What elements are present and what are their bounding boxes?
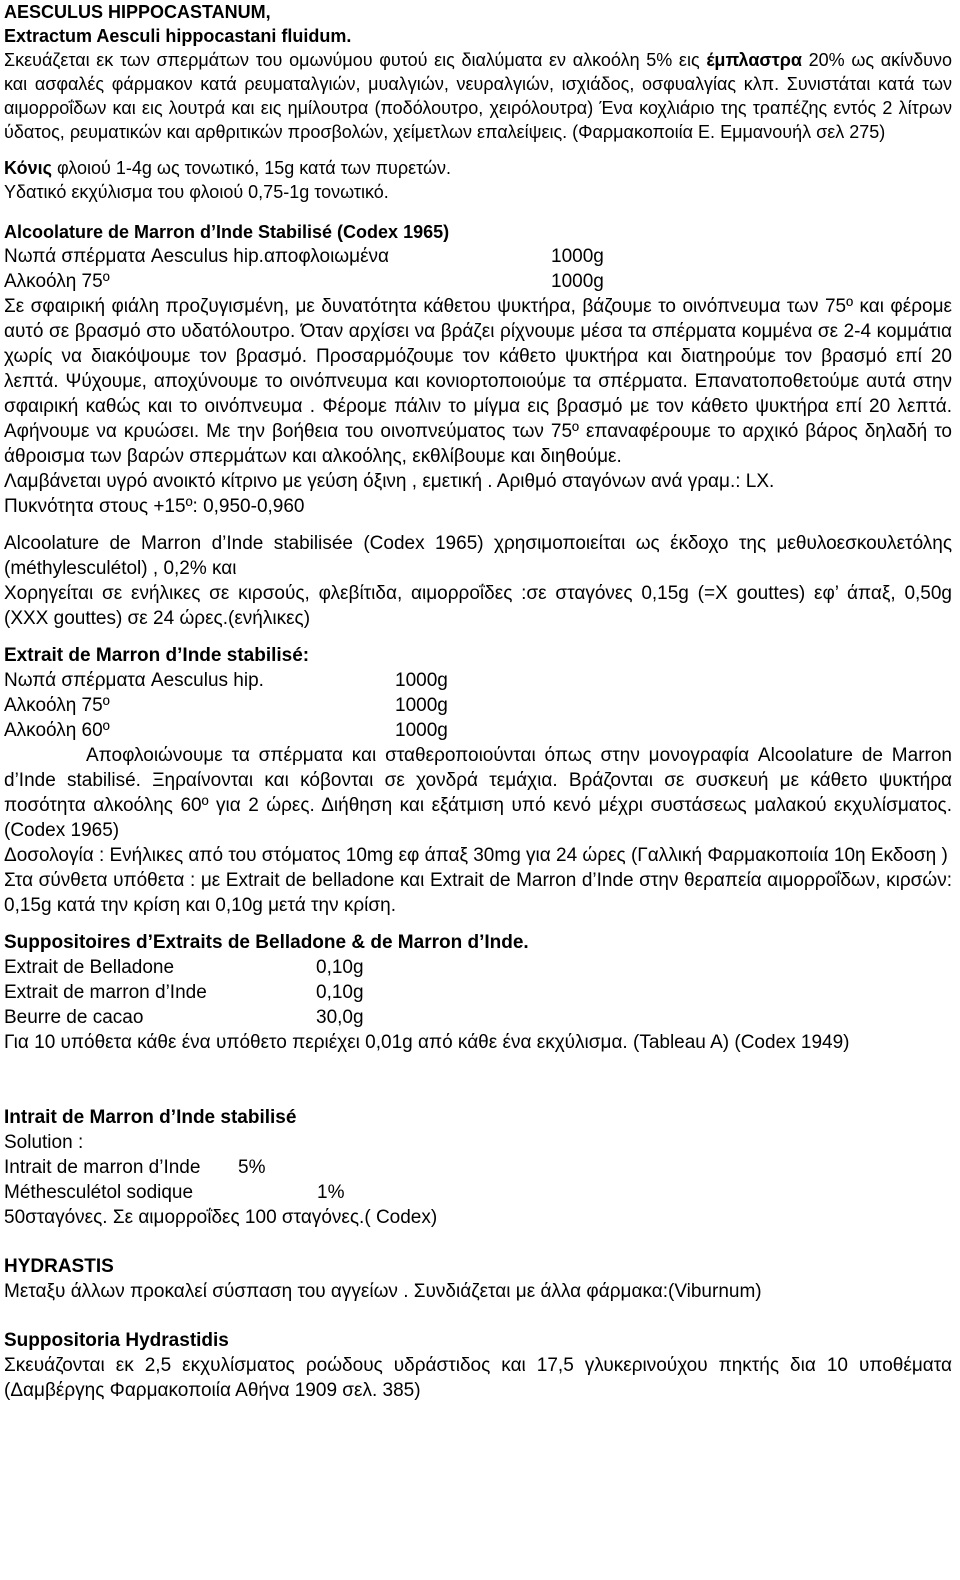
ingredient-qty: 30,0g (316, 1007, 364, 1028)
ingredient-row (4, 269, 952, 294)
ingredient-row (4, 1005, 952, 1030)
suppositoria-text: Σκευάζονται εκ 2,5 εκχυλίσματος ροώδους υδράστιδος και 17,5 γλυκερινούχου πηκτής δια 10 υποθέματα (Δαμβέργης Φαρμακοποιία Αθήνα 1909 σελ. 385) (4, 1355, 952, 1401)
ingredient-qty: 1000g (395, 720, 448, 741)
ingredient-name: Intrait de marron d’Inde (4, 1157, 201, 1178)
alcoolature-dosage: Χορηγείται σε ενήλικες σε κιρσούς, φλεβίτιδα, αιμορροΐδες :σε σταγόνες 0,15g (=X gouttes) εφ’ άπαξ, 0,50g (XXX gouttes) σε 24 ώρες.(ενήλικες) (4, 583, 952, 629)
ingredient-qty: 0,10g (316, 982, 364, 1003)
ingredient-row (4, 244, 952, 269)
alcoolature-result: Λαμβάνεται υγρό ανοικτό κίτρινο με γεύση όξινη , εμετική . Αριθμό σταγόνων ανά γραμ.: LX. (4, 471, 775, 492)
ingredient-name: Αλκοόλη 75º (4, 271, 110, 292)
aesculus-intro (4, 48, 952, 144)
aesculus-subtitle: Extractum Aesculi hippocastani fluidum. (4, 26, 352, 46)
suppositoires-heading: Suppositoires d’Extraits de Belladone & de Marron d’Inde. (4, 932, 529, 953)
alcoolature-heading: Alcoolature de Marron d’Inde Stabilisé (Codex 1965) (4, 222, 450, 242)
extrait-dosage: Δοσολογία : Ενήλικες από του στόματος 10mg εφ άπαξ 30mg για 24 ώρες (Γαλλική Φαρμακοποιία 10η Εκδοση ) (4, 845, 948, 866)
ingredient-qty: 1000g (395, 670, 448, 691)
suppositoria-heading: Suppositoria Hydrastidis (4, 1330, 229, 1351)
aesculus-section (4, 0, 952, 244)
ingredient-qty: 1000g (551, 246, 604, 267)
intrait-solution-label: Solution : (4, 1132, 84, 1153)
alcoolature-usage: Alcoolature de Marron d’Inde stabilisée (Codex 1965) χρησιμοποιείται ως έκδοχο της μεθυλοεσκουλετόλης (méthylesculétol) , 0,2% και (4, 533, 952, 579)
aesculus-intro-bold: έμπλαστρα (706, 50, 802, 70)
intrait-heading: Intrait de Marron d’Inde stabilisé (4, 1107, 297, 1128)
aesculus-title: AESCULUS HIPPOCASTANUM, (4, 2, 271, 22)
ingredient-row (4, 718, 952, 743)
extrait-synthesis: Στα σύνθετα υπόθετα : με Extrait de belladone και Extrait de Marron d’Inde στην θεραπεία αιμορροΐδων, κιρσών: 0,15g κατά την κρίση και 0,10g μετά την κρίση. (4, 870, 952, 916)
document-page (4, 0, 952, 1403)
ingredient-qty: 0,10g (316, 957, 364, 978)
extrait-heading: Extrait de Marron d’Inde stabilisé: (4, 645, 310, 666)
konis-line (4, 156, 952, 180)
ingredient-qty: 1000g (551, 271, 604, 292)
ingredient-name: Αλκοόλη 60º (4, 720, 110, 741)
intrait-dose: 50σταγόνες. Σε αιμορροΐδες 100 σταγόνες.( Codex) (4, 1207, 438, 1228)
alcoolature-section (4, 244, 952, 1403)
ingredient-qty: 5% (238, 1157, 266, 1178)
konis-label: Κόνις (4, 158, 52, 178)
ingredient-row (4, 955, 952, 980)
ingredient-row (4, 693, 952, 718)
hydrastis-text: Μεταξυ άλλων προκαλεί σύσπαση του αγγείων . Συνδιάζεται με άλλα φάρμακα:(Viburnum) (4, 1281, 762, 1302)
hydrastis-heading: HYDRASTIS (4, 1256, 114, 1277)
extrait-procedure: Αποφλοιώνουμε τα σπέρματα και σταθεροποιούνται όπως στην μονογραφία Alcoolature de Marron d’Inde stabilisé. Ξηραίνονται και κόβονται σε χονδρά τεμάχια. Βράζονται σε συσκευή με κάθετο ψυκτήρα ποσότητα αλκοόλης 60º για 2 ώρες. Διήθηση και εξάτμιση υπό κενό μέχρι συστάσεως μαλακού εκχυλίσματος. (Codex 1965) (4, 745, 952, 841)
ingredient-name: Extrait de marron d’Inde (4, 982, 207, 1003)
ingredient-name: Νωπά σπέρματα Aesculus hip. (4, 670, 264, 691)
ingredient-name: Beurre de cacao (4, 1007, 144, 1028)
alcoolature-procedure: Σε σφαιρική φιάλη προζυγισμένη, με δυνατότητα κάθετου ψυκτήρα, βάζουμε το οινόπνευμα των 75º και φέρομε αυτό σε βρασμό στο υδατόλουτρο. Όταν αρχίσει να βράζει ρίχνουμε μέσα τα σπέρματα κομμένα σε 2-4 κομμάτια χωρίς να διακόψουμε τον βρασμό. Προσαρμόζουμε τον κάθετο ψυκτήρα και διατηρούμε τον βρασμό επί 20 λεπτά. Ψύχουμε, αποχύνουμε το οινόπνευμα και κονιορτοποιούμε τα σπέρματα. Επανατοποθετούμε αυτά στην σφαιρική καθώς και το οινόπνευμα . Φέρομε πάλιν το μίγμα εις βρασμό με τον κάθετο ψυκτήρα επί 20 λεπτά. Αφήνουμε να κρυώσει. Με την βοήθεια του οινοπνεύματος των 75º επαναφέρουμε το αρχικό βάρος δηλαδή το άθροισμα των βαρών σπερμάτων και αλκοόλης, εκθλίβουμε και διηθούμε. (4, 296, 952, 467)
ingredient-row (4, 1155, 952, 1180)
alcoolature-density: Πυκνότητα στους +15º: 0,950-0,960 (4, 496, 305, 517)
aesculus-intro-part1: Σκευάζεται εκ των σπερμάτων του ομωνύμου φυτού εις διαλύματα εν αλκοόλη 5% εις (4, 50, 707, 70)
ingredient-qty: 1000g (395, 695, 448, 716)
ingredient-name: Νωπά σπέρματα Aesculus hip.αποφλοιωμένα (4, 246, 390, 267)
aesculus-intro-part2: 20% ως ακίνδυνο και ασφαλές φάρμακον κατά ρευματαλγιών, μυαλγιών, νευραλγιών, ισχιάδος, οσφυαλγίας κλπ. Συνιστάται κατά των αιμορροΐδων και εις λουτρά και εις ημίλουτρα (ποδόλουτρο, χειρόλουτρα) Ένα κοχλιάριο της τραπέζης εντός 2 λίτρων ύδατος, ρευματικών και αρθριτικών προσβολών, χείμετλων επαλείψεις. (Φαρμακοποιία Ε. Εμμανουήλ σελ 275) (4, 50, 952, 142)
ingredient-name: Méthesculétol sodique (4, 1182, 194, 1203)
ingredient-row (4, 668, 952, 693)
ingredient-row (4, 980, 952, 1005)
ingredient-row (4, 1180, 952, 1205)
konis-text: φλοιού 1-4g ως τονωτικό, 15g κατά των πυρετών. (51, 158, 452, 178)
ingredient-qty: 1% (317, 1182, 345, 1203)
ingredient-name: Extrait de Belladone (4, 957, 175, 978)
ydatiko-line: Υδατικό εκχύλισμα του φλοιού 0,75-1g τονωτικό. (4, 182, 389, 202)
ingredient-name: Αλκοόλη 75º (4, 695, 110, 716)
suppositoires-note: Για 10 υπόθετα κάθε ένα υπόθετο περιέχει 0,01g από κάθε ένα εκχύλισμα. (Tableau A) (Codex 1949) (4, 1032, 850, 1053)
